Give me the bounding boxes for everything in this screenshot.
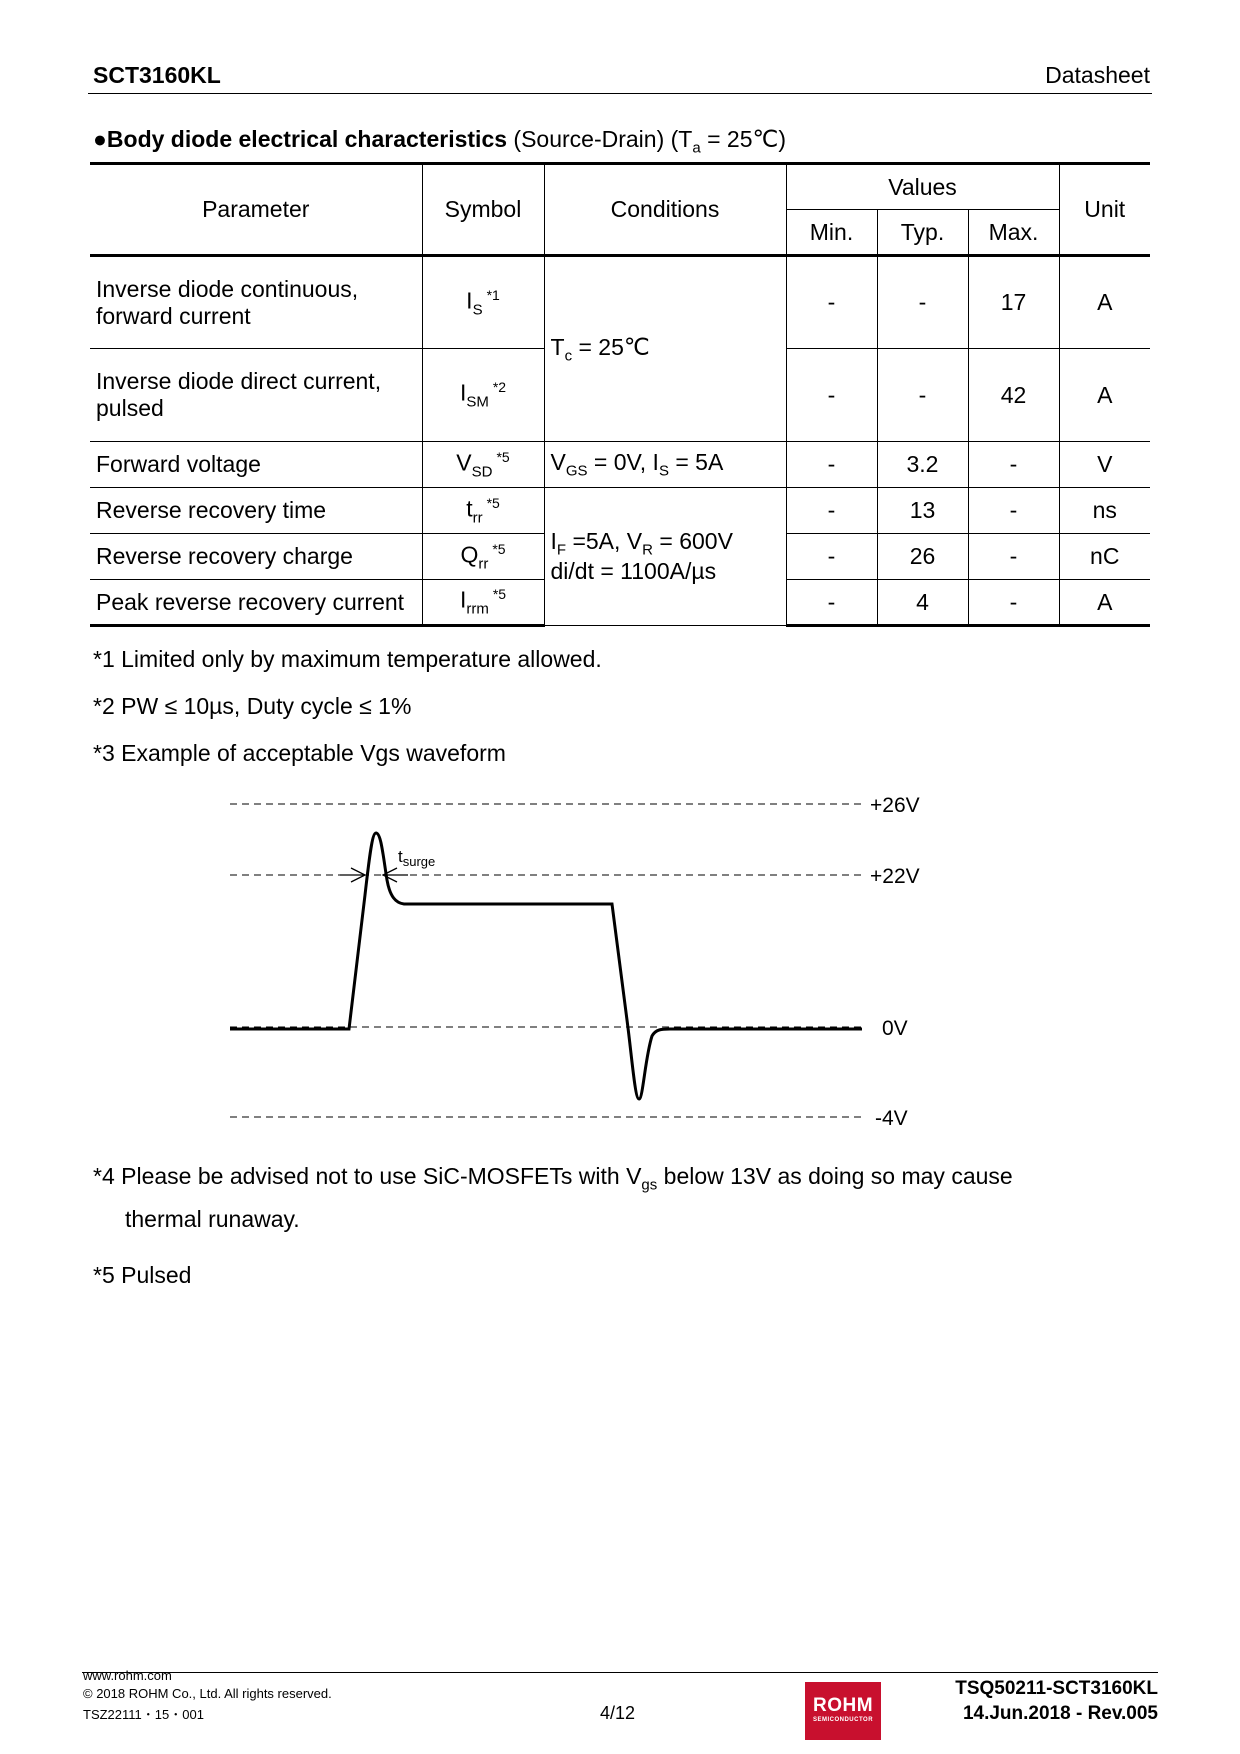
min-cell: - — [786, 256, 877, 349]
max-cell: - — [968, 442, 1059, 488]
col-min: Min. — [786, 210, 877, 256]
date-revision: 14.Jun.2018 - Rev.005 — [962, 1703, 1158, 1724]
symbol-cell: $t_{rr}^{*5}$ — [422, 488, 544, 534]
part-number: SCT3160KL — [93, 62, 221, 88]
condition-tc: $T_c$ = 25℃ — [544, 256, 786, 442]
note-4-continued: thermal runaway. — [125, 1206, 300, 1232]
note-1: *1 Limited only by maximum temperature allowed. — [93, 646, 602, 672]
param-cell: Reverse recovery charge — [90, 534, 422, 580]
label-22v: +22V — [870, 865, 920, 888]
condition-rr: $I_F =5A$, $V_R = 600V$ di/dt = 1100A/µs — [544, 488, 786, 626]
unit-cell: nC — [1059, 534, 1150, 580]
unit-cell: A — [1059, 349, 1150, 442]
min-cell: - — [786, 349, 877, 442]
note-2: *2 PW ≤ 10µs, Duty cycle ≤ 1% — [93, 693, 412, 719]
symbol-cell: $V_{SD}^{*5}$ — [422, 442, 544, 488]
note-5: *5 Pulsed — [93, 1262, 192, 1288]
max-cell: - — [968, 580, 1059, 626]
symbol-cell: $I_S^{*1}$ — [422, 256, 544, 349]
rohm-logo: ROHM SEMICONDUCTOR — [805, 1682, 881, 1740]
note-4: *4 Please be advised not to use SiC-MOSFETs with $V_{gs}$ below 13V as doing so may cause — [93, 1163, 1013, 1194]
label-neg4v: -4V — [875, 1107, 908, 1130]
bullet-icon: ● — [93, 126, 107, 152]
col-unit: Unit — [1059, 164, 1150, 256]
footer-code: TSZ22111・15・001 — [83, 1707, 204, 1722]
section-title-rest: (Source-Drain) — [513, 126, 665, 152]
max-cell: - — [968, 534, 1059, 580]
tsurge-arrow-left — [340, 868, 365, 882]
section-title-bold: Body diode electrical characteristics — [106, 126, 508, 152]
note-3: *3 Example of acceptable Vgs waveform — [93, 740, 506, 766]
param-cell: Forward voltage — [90, 442, 422, 488]
min-cell: - — [786, 488, 877, 534]
min-cell: - — [786, 580, 877, 626]
unit-cell: ns — [1059, 488, 1150, 534]
max-cell: 17 — [968, 256, 1059, 349]
symbol-cell: $I_{rrm}^{*5}$ — [422, 580, 544, 626]
condition-vsd: $V_{GS} = 0V$, $I_S = 5A$ — [544, 442, 786, 488]
typ-cell: 4 — [877, 580, 968, 626]
unit-cell: V — [1059, 442, 1150, 488]
col-parameter: Parameter — [90, 164, 422, 256]
min-cell: - — [786, 442, 877, 488]
typ-cell: 26 — [877, 534, 968, 580]
section-condition: ($T_a$ = 25℃) — [670, 126, 786, 157]
label-0v: 0V — [882, 1017, 908, 1040]
doc-type: Datasheet — [1045, 62, 1150, 88]
param-cell: Reverse recovery time — [90, 488, 422, 534]
param-cell: Inverse diode continuous, forward current — [90, 256, 422, 349]
symbol-cell: $I_{SM}^{*2}$ — [422, 349, 544, 442]
unit-cell: A — [1059, 256, 1150, 349]
footer-website[interactable]: www.rohm.com — [83, 1668, 172, 1683]
typ-cell: 13 — [877, 488, 968, 534]
symbol-cell: $Q_{rr}^{*5}$ — [422, 534, 544, 580]
tsurge-label: $t_{surge}$ — [398, 847, 436, 869]
vgs-waveform-curve — [230, 833, 862, 1099]
col-values: Values — [786, 164, 1059, 210]
col-max: Max. — [968, 210, 1059, 256]
page-number: 4/12 — [600, 1703, 636, 1723]
typ-cell: - — [877, 349, 968, 442]
param-cell: Inverse diode direct current, pulsed — [90, 349, 422, 442]
doc-number: TSQ50211-SCT3160KL — [955, 1678, 1158, 1699]
footer-rule — [82, 1672, 1158, 1673]
param-cell: Peak reverse recovery current — [90, 580, 422, 626]
max-cell: - — [968, 488, 1059, 534]
unit-cell: A — [1059, 580, 1150, 626]
footer-copyright: © 2018 ROHM Co., Ltd. All rights reserved. — [83, 1686, 332, 1701]
max-cell: 42 — [968, 349, 1059, 442]
min-cell: - — [786, 534, 877, 580]
label-26v: +26V — [870, 794, 920, 817]
typ-cell: - — [877, 256, 968, 349]
typ-cell: 3.2 — [877, 442, 968, 488]
col-conditions: Conditions — [544, 164, 786, 256]
col-typ: Typ. — [877, 210, 968, 256]
col-symbol: Symbol — [422, 164, 544, 256]
